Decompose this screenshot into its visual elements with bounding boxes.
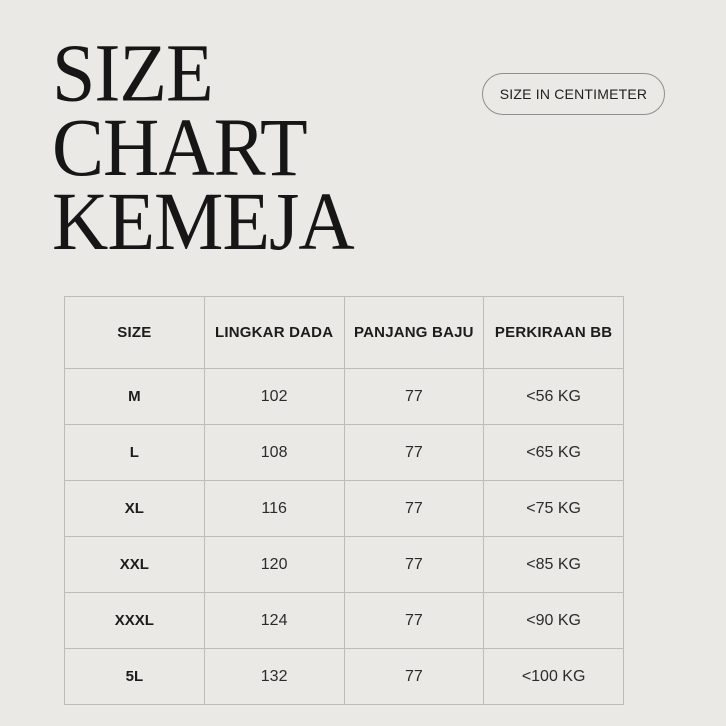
chest-cell: 108 bbox=[204, 425, 344, 481]
page-title bbox=[52, 26, 354, 268]
chest-cell: 132 bbox=[204, 649, 344, 705]
weight-cell: <90 KG bbox=[484, 593, 624, 649]
weight-cell: <56 KG bbox=[484, 369, 624, 425]
length-cell: 77 bbox=[344, 481, 484, 537]
chest-cell: 124 bbox=[204, 593, 344, 649]
table-row bbox=[65, 593, 624, 649]
header-lingkar-dada: LINGKAR DADA bbox=[204, 297, 344, 369]
size-cell: 5L bbox=[65, 649, 205, 705]
table-row bbox=[65, 369, 624, 425]
length-cell: 77 bbox=[344, 537, 484, 593]
header-panjang-baju: PANJANG BAJU bbox=[344, 297, 484, 369]
unit-badge: SIZE IN CENTIMETER bbox=[482, 73, 665, 115]
table-row bbox=[65, 425, 624, 481]
header-perkiraan-bb: PERKIRAAN BB bbox=[484, 297, 624, 369]
weight-cell: <100 KG bbox=[484, 649, 624, 705]
title-line-size: SIZE bbox=[52, 26, 213, 119]
chest-cell: 116 bbox=[204, 481, 344, 537]
length-cell: 77 bbox=[344, 649, 484, 705]
weight-cell: <75 KG bbox=[484, 481, 624, 537]
table-header-row bbox=[65, 297, 624, 369]
title-line-chart: CHART bbox=[52, 100, 307, 193]
table-row bbox=[65, 481, 624, 537]
size-cell: L bbox=[65, 425, 205, 481]
length-cell: 77 bbox=[344, 369, 484, 425]
chest-cell: 102 bbox=[204, 369, 344, 425]
title-line-kemeja: KEMEJA bbox=[52, 174, 354, 268]
size-cell: XXXL bbox=[65, 593, 205, 649]
size-cell: XXL bbox=[65, 537, 205, 593]
weight-cell: <65 KG bbox=[484, 425, 624, 481]
weight-cell: <85 KG bbox=[484, 537, 624, 593]
length-cell: 77 bbox=[344, 425, 484, 481]
size-cell: XL bbox=[65, 481, 205, 537]
table-row bbox=[65, 649, 624, 705]
table-row bbox=[65, 537, 624, 593]
size-cell: M bbox=[65, 369, 205, 425]
chest-cell: 120 bbox=[204, 537, 344, 593]
header-size: SIZE bbox=[65, 297, 205, 369]
size-chart-table bbox=[64, 296, 624, 705]
length-cell: 77 bbox=[344, 593, 484, 649]
